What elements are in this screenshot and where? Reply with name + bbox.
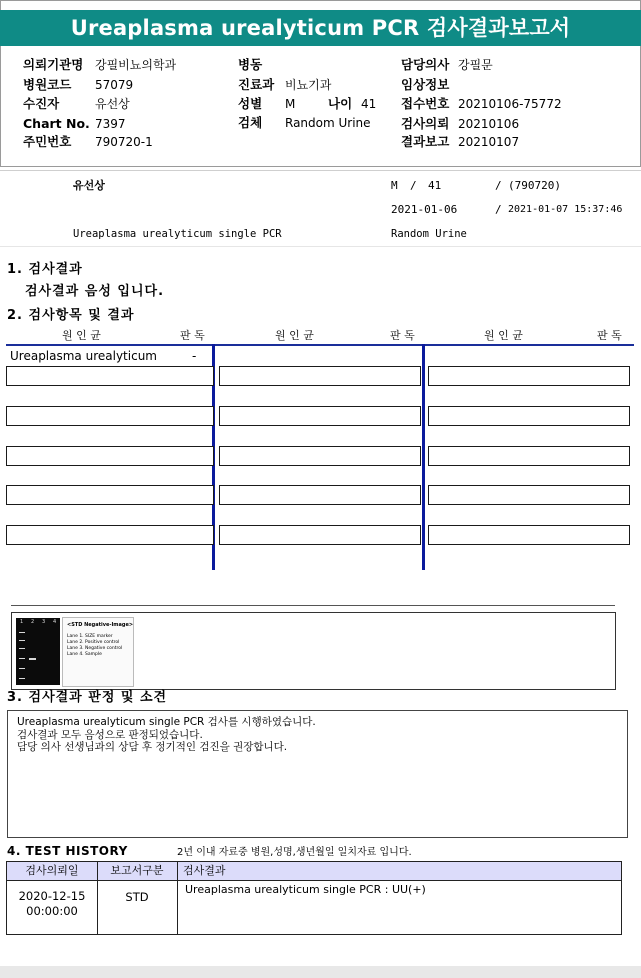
gel-legend-line: Lane 3. Negative control [67,646,123,651]
gel-lane-2-label: 2 [31,619,35,625]
gel-lane-1-label: 1 [20,619,24,625]
history-note: 2년 이내 자료중 병원,성명,생년월일 일치자료 입니다. [177,847,412,858]
institution-value: 강필비뇨의학과 [95,58,177,72]
specimen-label: 검체 [238,115,263,130]
findings-box [7,710,628,838]
summary-top-rule [0,170,641,171]
ward-label: 병동 [238,57,263,72]
gel-marker-band [19,668,25,669]
col-3-judgment-header: 판 독 [597,329,622,342]
result-cell-4-3 [428,485,630,505]
summary-slash-2: / [495,179,502,192]
gel-legend [62,617,134,687]
institution-label: 의뢰기관명 [23,57,84,72]
receipt-no-label: 접수번호 [401,96,450,111]
findings-line: 담당 의사 선생님과의 상담 후 정기적인 검진을 권장합니다. [17,741,288,753]
summary-age: 41 [428,179,442,192]
col-1-judgment-header: 판 독 [180,329,205,342]
report-date-label: 결과보고 [401,134,450,149]
organism-name: Ureaplasma urealyticum [10,349,157,363]
result-cell-5-3 [428,525,630,545]
summary-test-name: Ureaplasma urealyticum single PCR [73,228,282,240]
history-row-date: 2020-12-15 [18,889,86,903]
doctor-value: 강필문 [458,58,493,72]
gel-marker-band [19,658,25,659]
sex-value: M [285,97,296,111]
gel-legend-line: Lane 1. SIZE marker [67,634,113,639]
gel-legend-line: Lane 4. Sample [67,652,102,657]
result-cell-2-3 [428,406,630,426]
gel-lane-3-label: 3 [42,619,46,625]
findings-line: 검사결과 모두 음성으로 판정되었습니다. [17,729,203,741]
gel-lane-4-label: 4 [53,619,57,625]
summary-sex: M [391,179,398,192]
gel-marker-band [19,640,25,641]
result-cell-1-3 [428,366,630,386]
hospital-code-value: 57079 [95,78,134,92]
result-cell-5-1 [6,525,214,545]
history-row-time: 00:00:00 [26,904,78,918]
request-date-label: 검사의뢰 [401,116,450,131]
report-date-value: 20210107 [458,135,520,149]
specimen-value: Random Urine [285,116,371,130]
result-cell-4-1 [6,485,214,505]
summary-birth: (790720) [508,179,561,192]
history-col-report-type: 보고서구분 [110,864,164,877]
result-cell-1-1 [6,366,214,386]
result-cell-2-1 [6,406,214,426]
summary-specimen: Random Urine [391,228,467,240]
clinical-info-label: 임상정보 [401,77,450,92]
history-col-result: 검사결과 [183,864,226,877]
column-divider-2 [422,344,425,570]
department-label: 진료과 [238,77,275,92]
history-table-header [7,862,621,881]
resident-no-value: 790720-1 [95,135,153,149]
chart-no-label: Chart No. [23,116,90,131]
report-title: Ureaplasma urealyticum PCR 검사결과보고서 [0,10,641,46]
department-value: 비뇨기과 [285,78,332,92]
history-table [6,861,622,935]
chart-no-value: 7397 [95,117,126,131]
organism-result: - [192,349,197,363]
summary-bottom-rule [0,246,641,247]
resident-no-label: 주민번호 [23,134,72,149]
request-date-value: 20210106 [458,117,520,131]
gel-marker-band [19,678,25,679]
column-header-rule [6,344,634,346]
col-1-organism-header: 원 인 균 [62,329,101,342]
col-3-organism-header: 원 인 균 [484,329,523,342]
history-row-result: Ureaplasma urealyticum single PCR : UU(+) [185,883,426,896]
patient-value: 유선상 [95,97,130,111]
col-2-organism-header: 원 인 균 [275,329,314,342]
footer-bar [0,966,641,978]
summary-name: 유선상 [73,179,105,192]
age-value: 41 [361,97,377,111]
history-col-divider [177,862,178,934]
col-2-judgment-header: 판 독 [390,329,415,342]
section-3-title: 3. 검사결과 판정 및 소견 [7,690,168,705]
gel-image [16,618,60,685]
gel-positive-band [29,658,36,660]
section-2-title: 2. 검사항목 및 결과 [7,308,135,323]
result-cell-4-2 [219,485,421,505]
receipt-no-value: 20210106-75772 [458,97,562,111]
summary-slash-3: / [495,203,502,216]
result-cell-2-2 [219,406,421,426]
summary-datetime: 2021-01-07 15:37:46 [508,204,623,215]
gel-section-rule [11,605,615,606]
history-row-type: STD [125,890,149,904]
result-cell-3-3 [428,446,630,466]
result-cell-3-1 [6,446,214,466]
gel-legend-line: Lane 2. Positive control [67,640,120,645]
hospital-code-label: 병원코드 [23,77,72,92]
summary-date: 2021-01-06 [391,203,458,216]
findings-line: Ureaplasma urealyticum single PCR 검사를 시행하였습니다. [17,716,316,728]
history-col-request-date: 검사의뢰일 [25,864,79,877]
result-cell-5-2 [219,525,421,545]
section-1-result: 검사결과 음성 입니다. [25,284,165,299]
section-1-title: 1. 검사결과 [7,262,83,277]
age-label: 나이 [328,96,353,111]
doctor-label: 담당의사 [401,57,450,72]
gel-legend-title: <STD Negative-Image> [67,622,134,628]
patient-label: 수진자 [23,96,60,111]
result-cell-3-2 [219,446,421,466]
summary-slash-1: / [410,179,417,192]
gel-marker-band [19,632,25,633]
sex-label: 성별 [238,96,263,111]
result-cell-1-2 [219,366,421,386]
section-4-title: 4. TEST HISTORY [7,844,128,858]
gel-marker-band [19,648,25,649]
